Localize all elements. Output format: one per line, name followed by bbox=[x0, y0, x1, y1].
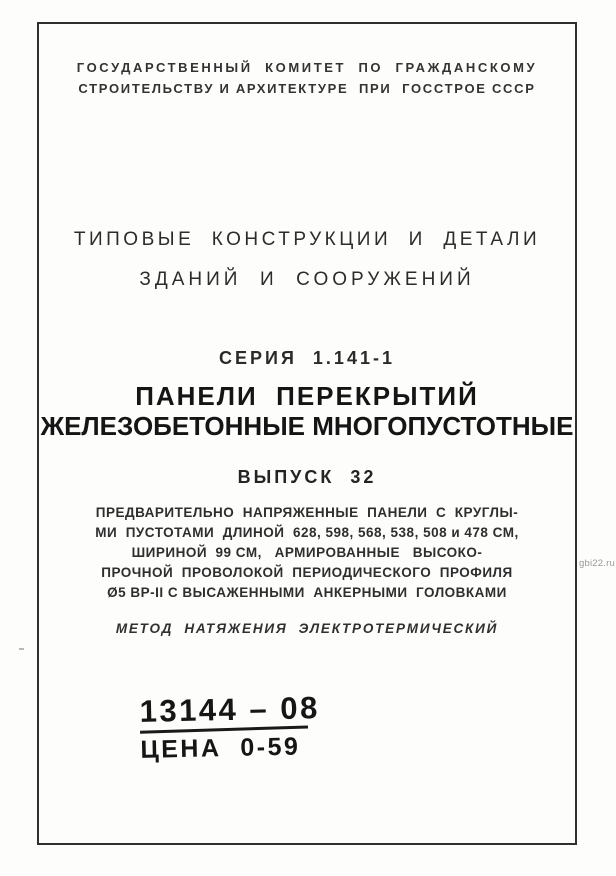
org-header-line2: СТРОИТЕЛЬСТВУ И АРХИТЕКТУРЕ ПРИ ГОССТРОЕ СССР bbox=[78, 81, 536, 96]
price-stamp bbox=[139, 692, 321, 765]
site-watermark: gbi22.ru bbox=[579, 558, 615, 569]
description-line-1: ПРЕДВАРИТЕЛЬНО НАПРЯЖЕННЫЕ ПАНЕЛИ С КРУГЛЫ- bbox=[95, 505, 519, 520]
stamp-code: 13144 – 08 bbox=[139, 690, 321, 729]
description-line-2: МИ ПУСТОТАМИ ДЛИНОЙ 628, 598, 568, 538, 508 и 478 СМ, bbox=[95, 525, 519, 540]
stamp-price: ЦЕНА 0-59 bbox=[140, 732, 301, 764]
series-number: СЕРИЯ 1.141-1 bbox=[219, 348, 395, 368]
org-header-line1: ГОСУДАРСТВЕННЫЙ КОМИТЕТ ПО ГРАЖДАНСКОМУ bbox=[76, 60, 538, 75]
tension-method-line: МЕТОД НАТЯЖЕНИЯ ЭЛЕКТРОТЕРМИЧЕСКИЙ bbox=[115, 621, 499, 636]
main-title-line2: ЖЕЛЕЗОБЕТОННЫЕ МНОГОПУСТОТНЫЕ bbox=[40, 411, 574, 441]
type-title-line2: ЗДАНИЙ И СООРУЖЕНИЙ bbox=[139, 269, 475, 290]
left-margin-tick bbox=[19, 648, 24, 650]
type-title-line1: ТИПОВЫЕ КОНСТРУКЦИИ И ДЕТАЛИ bbox=[73, 229, 541, 250]
description-line-5: Ø5 ВР-II С ВЫСАЖЕННЫМИ АНКЕРНЫМИ ГОЛОВКАМИ bbox=[107, 585, 507, 600]
description-line-4: ПРОЧНОЙ ПРОВОЛОКОЙ ПЕРИОДИЧЕСКОГО ПРОФИЛЯ bbox=[101, 565, 513, 580]
description-line-3: ШИРИНОЙ 99 СМ, АРМИРОВАННЫЕ ВЫСОКО- bbox=[131, 545, 483, 560]
main-title-line1: ПАНЕЛИ ПЕРЕКРЫТИЙ bbox=[135, 381, 479, 411]
issue-number: ВЫПУСК 32 bbox=[237, 467, 377, 487]
